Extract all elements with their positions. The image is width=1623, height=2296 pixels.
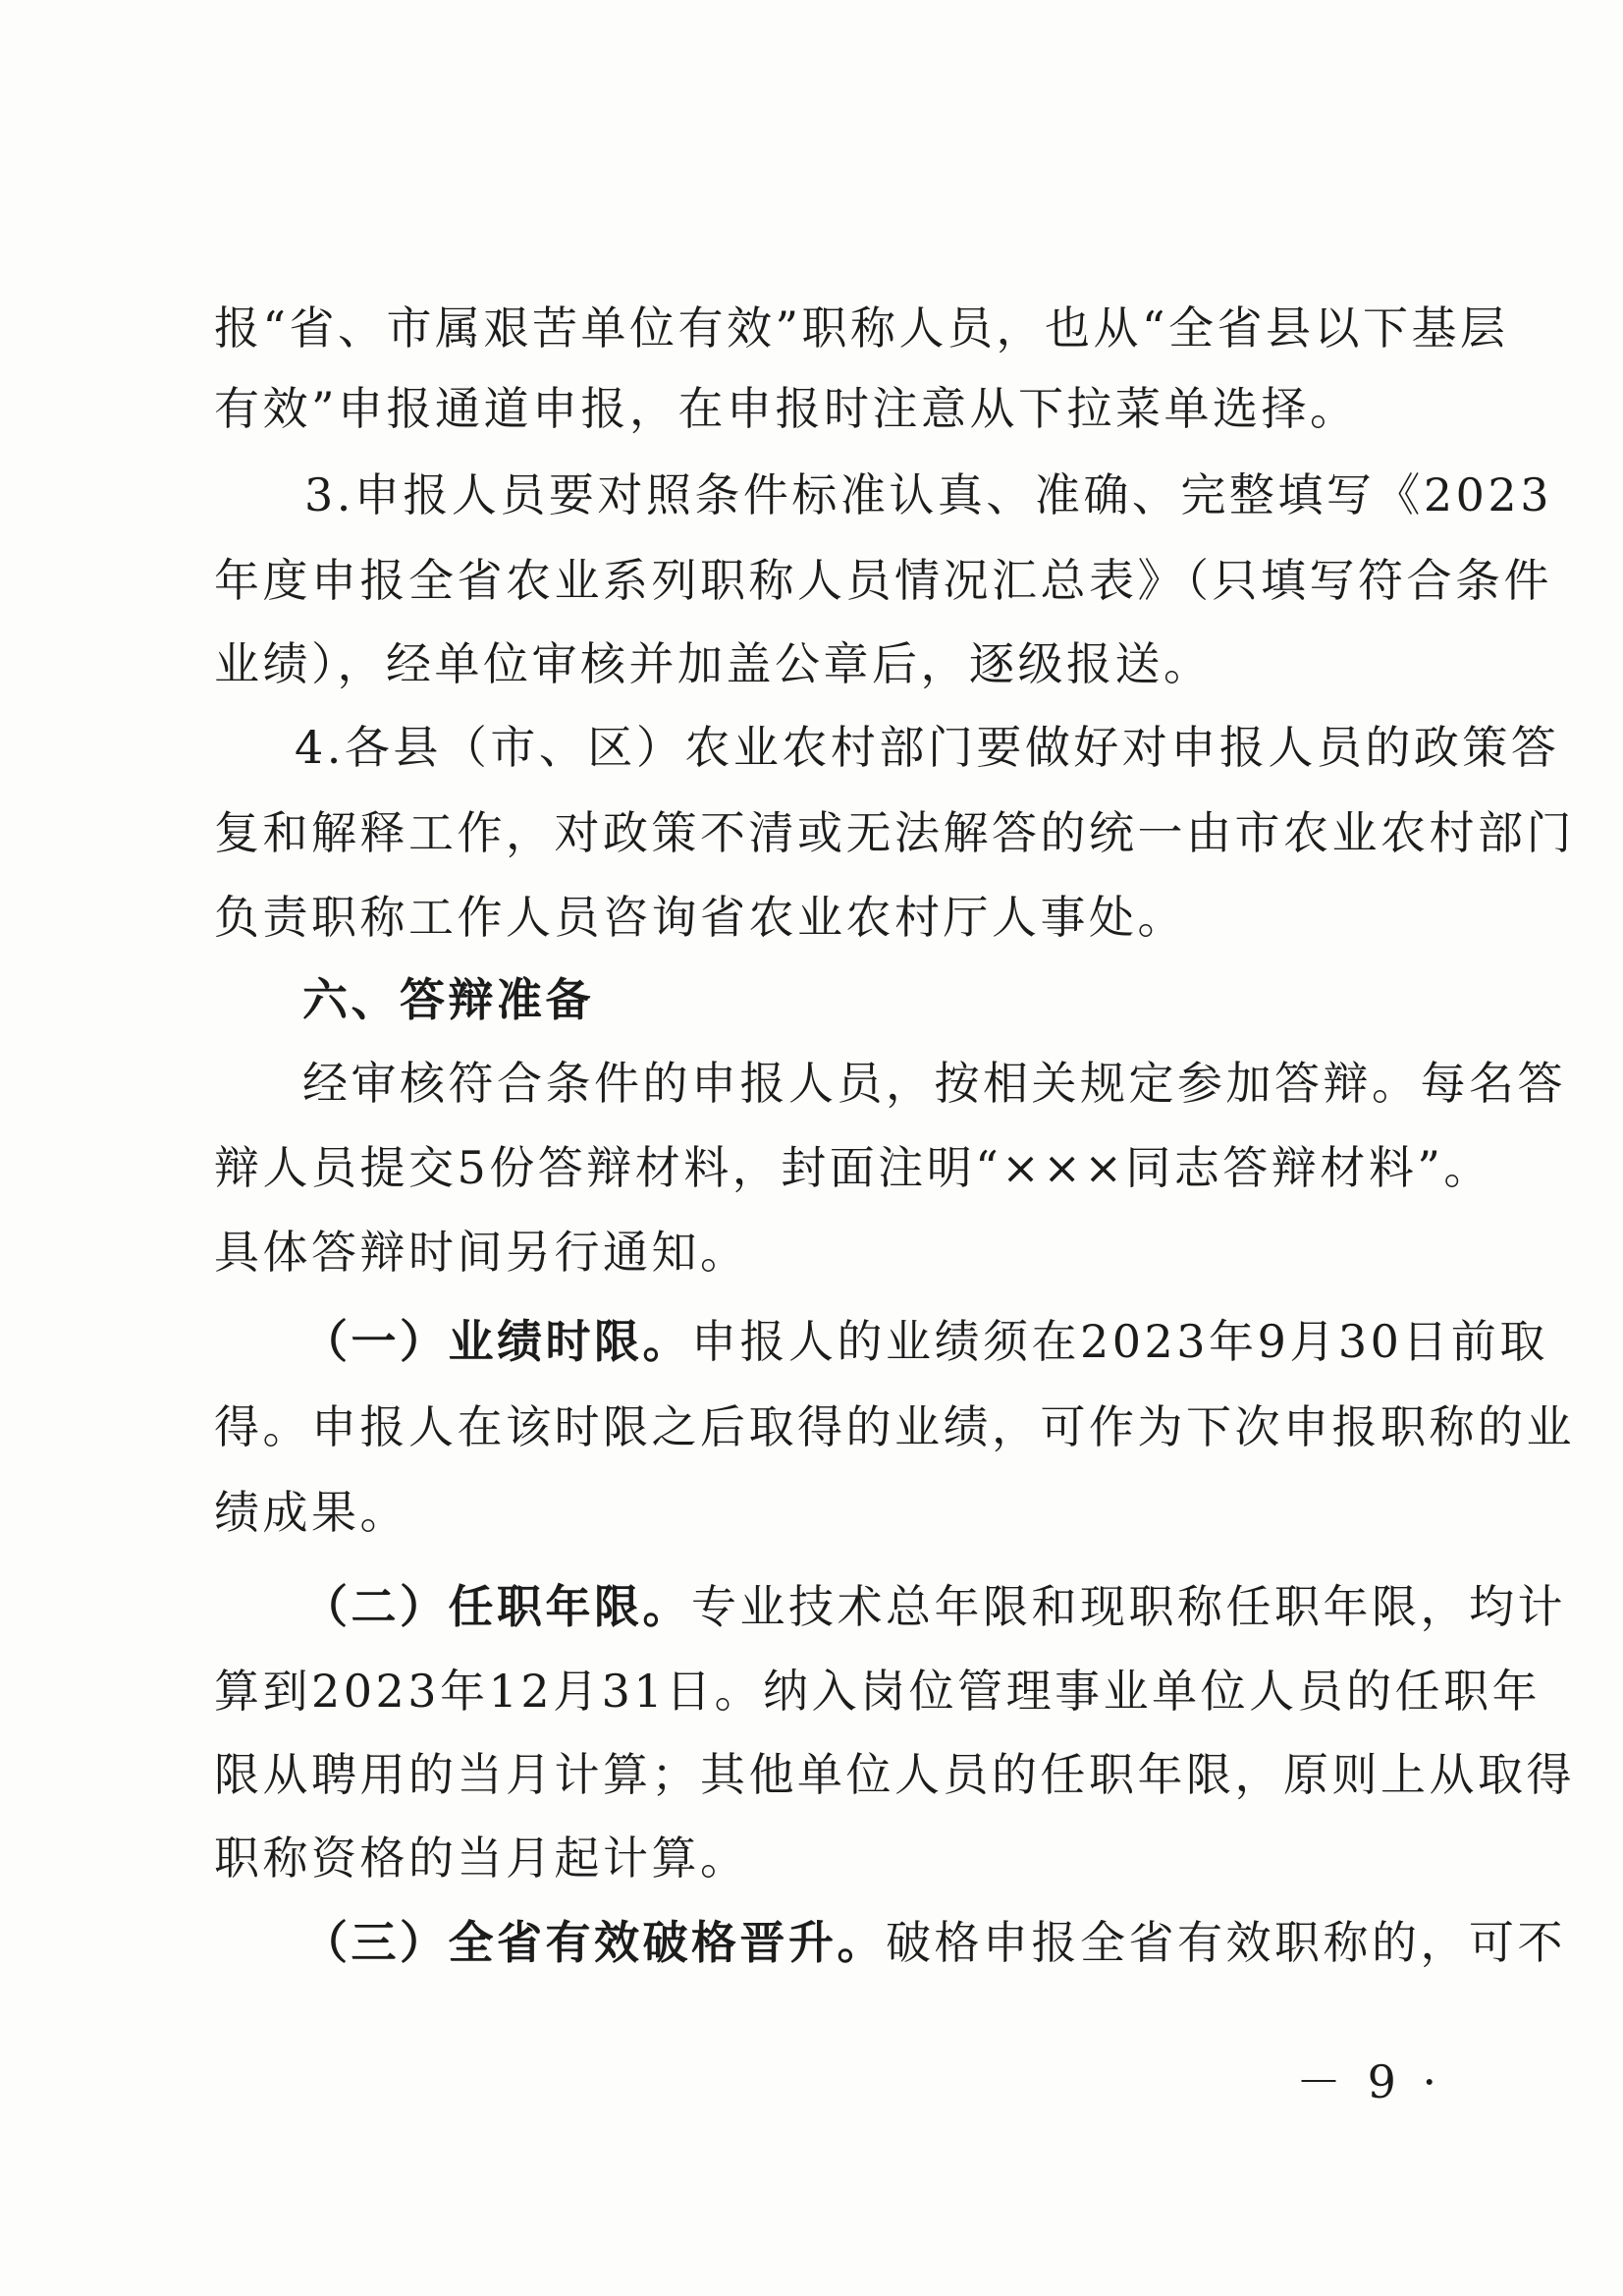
page-number: － 9 · bbox=[1296, 2055, 1443, 2108]
body-line bbox=[302, 1915, 1566, 1970]
body-line: 业绩），经单位审核并加盖公章后，逐级报送。 bbox=[214, 637, 1213, 690]
body-line bbox=[302, 1314, 1548, 1369]
body-text: 破格申报全省有效职称的，可不 bbox=[886, 1916, 1566, 1969]
body-line: 限从聘用的当月计算；其他单位人员的任职年限，原则上从取得 bbox=[214, 1748, 1575, 1801]
body-line: 有效”申报通道申报，在申报时注意从下拉菜单选择。 bbox=[214, 382, 1359, 435]
body-line: 职称资格的当月起计算。 bbox=[214, 1831, 749, 1885]
body-text: 申报人的业绩须在2023年9月30日前取 bbox=[691, 1315, 1548, 1368]
subsection-title: （一）业绩时限。 bbox=[302, 1315, 691, 1368]
body-line: 辩人员提交5份答辩材料，封面注明“×××同志答辩材料”。 bbox=[214, 1141, 1492, 1194]
body-line: 得。申报人在该时限之后取得的业绩，可作为下次申报职称的业 bbox=[214, 1400, 1575, 1453]
body-line: 经审核符合条件的申报人员，按相关规定参加答辩。每名答 bbox=[302, 1057, 1566, 1110]
body-line: 算到2023年12月31日。纳入岗位管理事业单位人员的任职年 bbox=[214, 1665, 1542, 1718]
body-line: 3.申报人员要对照条件标准认真、准确、完整填写《2023 bbox=[304, 468, 1552, 521]
body-line: 4.各县（市、区）农业农村部门要做好对申报人员的政策答 bbox=[295, 721, 1560, 774]
section-heading: 六、答辩准备 bbox=[302, 973, 594, 1026]
body-line: 复和解释工作，对政策不清或无法解答的统一由市农业农村部门 bbox=[214, 806, 1575, 859]
subsection-title: （二）任职年限。 bbox=[302, 1580, 691, 1633]
body-text: 专业技术总年限和现职称任职年限，均计 bbox=[691, 1580, 1566, 1633]
body-line: 负责职称工作人员咨询省农业农村厅人事处。 bbox=[214, 891, 1186, 944]
body-line: 报“省、市属艰苦单位有效”职称人员，也从“全省县以下基层 bbox=[214, 301, 1509, 355]
body-line bbox=[302, 1579, 1566, 1634]
body-line: 年度申报全省农业系列职称人员情况汇总表》（只填写符合条件 bbox=[214, 554, 1552, 607]
subsection-title: （三）全省有效破格晋升。 bbox=[302, 1916, 886, 1969]
body-line: 具体答辩时间另行通知。 bbox=[214, 1226, 749, 1279]
body-line: 绩成果。 bbox=[214, 1486, 408, 1539]
